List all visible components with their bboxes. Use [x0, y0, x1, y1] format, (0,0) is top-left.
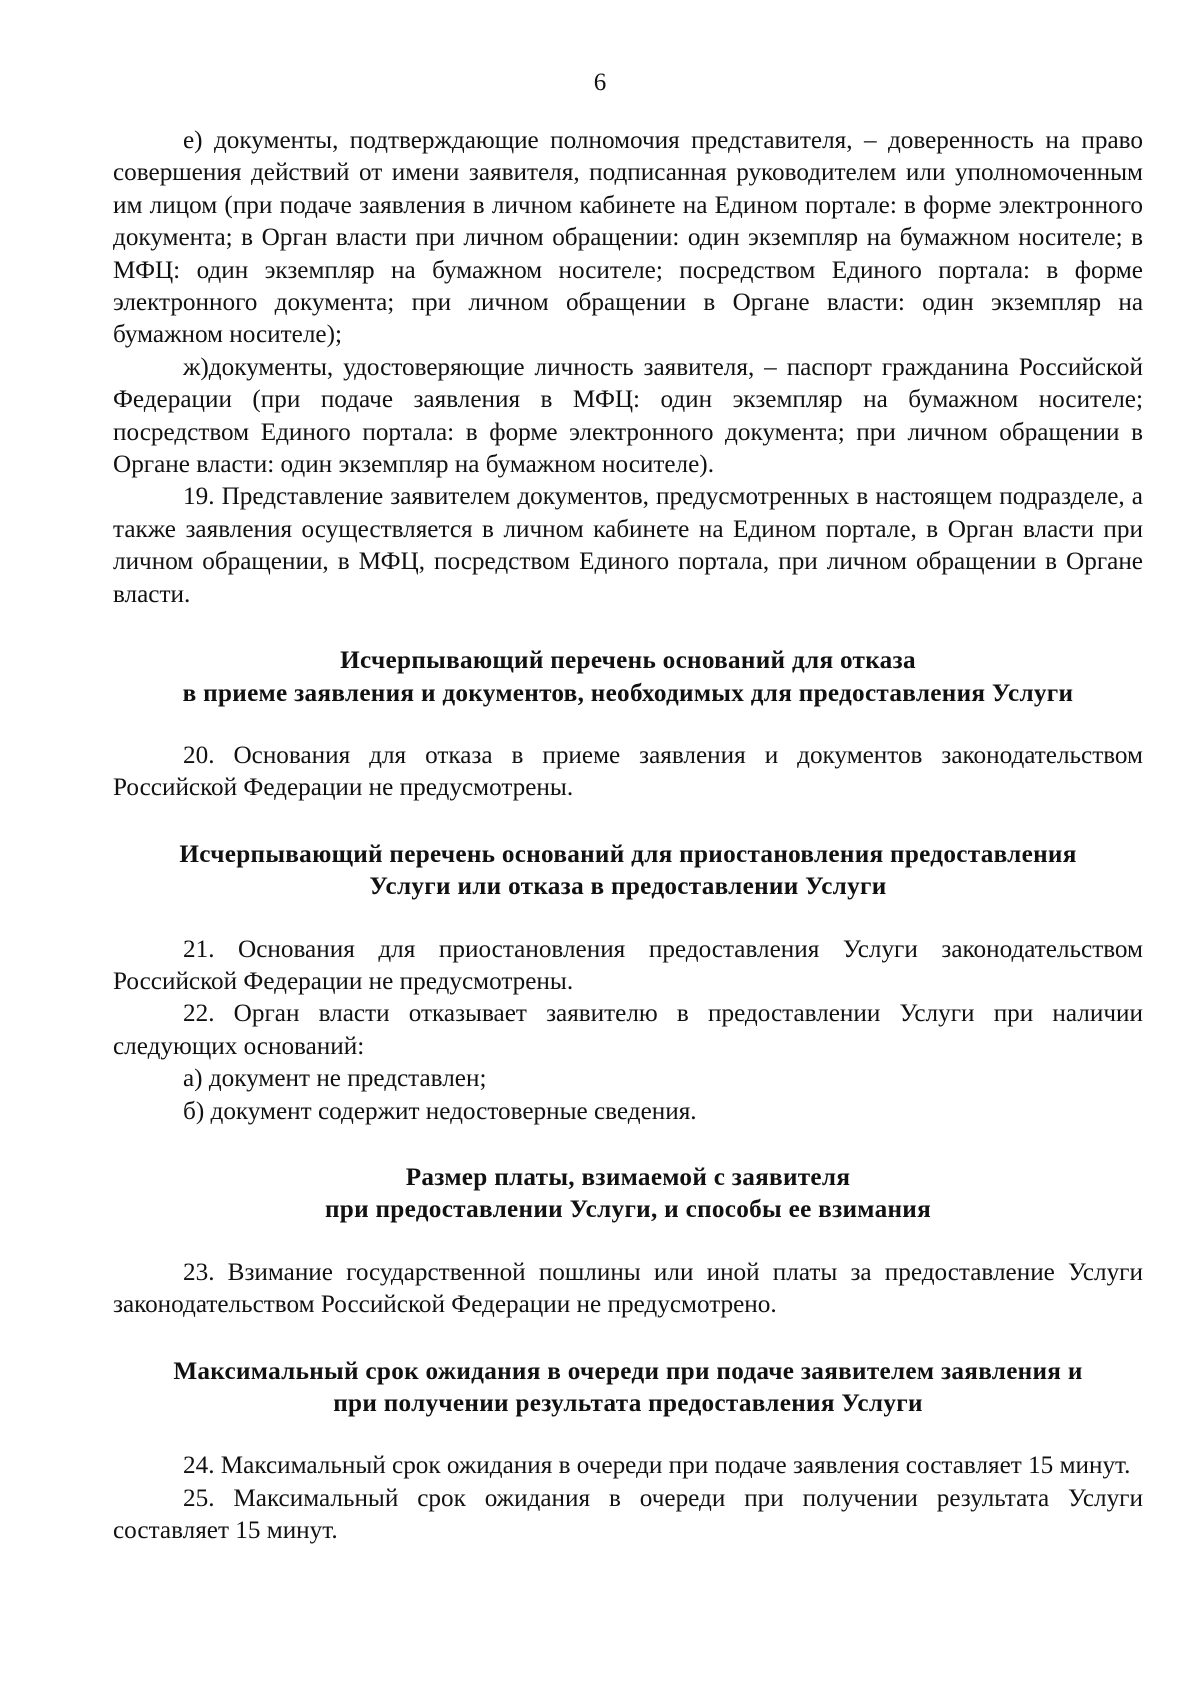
paragraph-20: 20. Основания для отказа в приеме заявления и документов законодательством Российской Федерации не предусмотрены. [113, 741, 1143, 802]
paragraph-18zh: ж)документы, удостоверяющие личность заявителя, – паспорт гражданина Российской Федерации (при подаче заявления в МФЦ: один экземпляр на бумажном носителе; посредством Единого портала: в форме электронного документа; при личном обращении в Органе власти: один экземпляр на бумажном носителе). [113, 353, 1143, 479]
heading-line: при предоставлении Услуги, и способы ее взимания [324, 1196, 932, 1224]
heading-line: Максимальный срок ожидания в очереди при подаче заявителем заявления и [173, 1357, 1083, 1385]
list-item-a: а) документ не представлен; [183, 1065, 487, 1093]
heading-line: Услуги или отказа в предоставлении Услуги [369, 873, 887, 901]
section-heading-refusal-acceptance [113, 645, 1143, 710]
heading-line: Размер платы, взимаемой с заявителя [405, 1163, 851, 1191]
list-item-b: б) документ содержит недостоверные сведения. [183, 1097, 697, 1125]
paragraph-22: 22. Орган власти отказывает заявителю в предоставлении Услуги при наличии следующих оснований: [113, 1000, 1143, 1060]
paragraph-24: 24. Максимальный срок ожидания в очереди при подаче заявления составляет 15 минут. [183, 1452, 1131, 1480]
paragraph-25: 25. Максимальный срок ожидания в очереди при получении результата Услуги составляет 15 минут. [113, 1484, 1143, 1545]
section-heading-fee [113, 1162, 1143, 1227]
heading-line: Исчерпывающий перечень оснований для отказа [340, 647, 916, 675]
paragraph-18e: е) документы, подтверждающие полномочия представителя, – доверенность на право совершения действий от имени заявителя, подписанная руководителем или уполномоченным им лицом (при подаче заявления в личном кабинете на Едином портале: в форме электронного документа; в Орган власти при личном обращении: один экземпляр на бумажном носителе; в МФЦ: один экземпляр на бумажном носителе; посредством Единого портала: в форме электронного документа; при личном обращении в Органе власти: один экземпляр на бумажном носителе); [113, 127, 1143, 349]
section-heading-suspension-refusal [113, 839, 1143, 904]
heading-line: при получении результата предоставления Услуги [333, 1390, 923, 1417]
paragraph-21: 21. Основания для приостановления предоставления Услуги законодательством Российской Федерации не предусмотрены. [113, 935, 1143, 995]
heading-line: в приеме заявления и документов, необходимых для предоставления Услуги [182, 679, 1074, 707]
page-number: 6 [593, 69, 607, 96]
section-heading-queue-time [113, 1356, 1143, 1421]
paragraph-23: 23. Взимание государственной пошлины или иной платы за предоставление Услуги законодательством Российской Федерации не предусмотрено. [113, 1258, 1143, 1319]
paragraph-19: 19. Представление заявителем документов, предусмотренных в настоящем подразделе, а также заявления осуществляется в личном кабинете на Едином портале, в Орган власти при личном обращении, в МФЦ, посредством Единого портала, при личном обращении в Органе власти. [113, 483, 1143, 608]
document-body [113, 125, 1143, 1548]
heading-line: Исчерпывающий перечень оснований для приостановления предоставления [179, 840, 1077, 868]
